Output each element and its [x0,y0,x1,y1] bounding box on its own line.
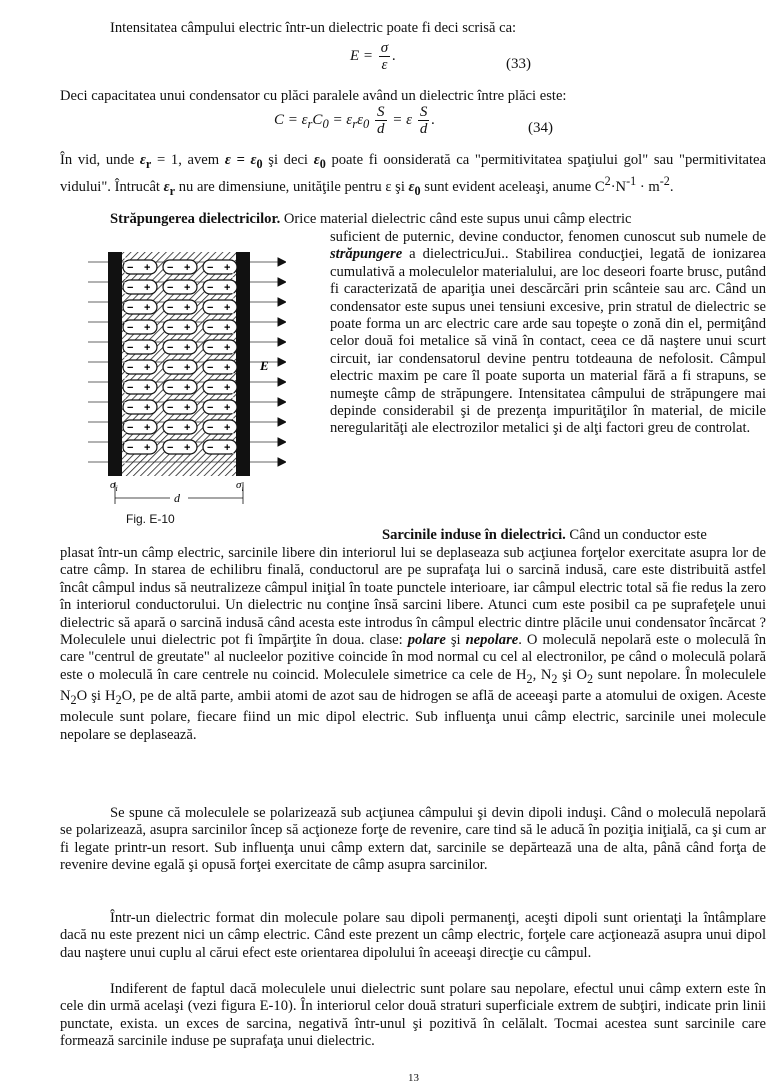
dipole-minus-sign: − [127,342,134,354]
dipole-plus-sign: + [144,362,151,374]
dipole-minus-sign: − [167,262,174,274]
dipole-plus-sign: + [224,282,231,294]
dipole-minus-sign: − [167,342,174,354]
dipole-minus-sign: − [207,382,214,394]
dipole-plus-sign: + [184,322,191,334]
paragraph-induced-charges: plasat într-un câmp electric, sarcinile libere din interiorul lui se deplaseaza sub acţiunea forţelor exercitate asupra lor de catre câmp. In starea de echilibru finală, conductorul are pe suprafaţa lui o sarcină indusă, care este distribuită astfel încât câmpul indus să neutralizeze câmpul iniţial în toate punctele interioare, iar câmpul electric total să fie redus la zero în interiorul conductorului. Un dielectric nu conţine însă sarcini libere. Atunci cum este posibil ca pe suprafeţele unui dielectric să apară o sarcină indusă când acesta este introdus în câmpul electric dintre plăcile unui condensator încărcat ? Moleculele unui dielectric pot fi împărţite în doua. clase: polare şi nepolare. O moleculă nepolară este o moleculă în care "centrul de greutate" al nucleelor pozitive coincide în mod normal cu cel al electronilor, pe când o moleculă polară este o moleculă în care centrele nu coincid. Moleculele simetrice ca cele de $H_2$, $N_2$ şi $O_2$ sunt nepolare. În moleculele $N_2O$ şi $H_2O$, pe de altă parte, ambii atomi de azot sau de hidrogen se află de aceeaşi parte a atomului de oxigen. Aceste molecule sunt polare, fiecare fiind un mic dipol electric. Sub influenţa unui câmp electric, sarcinile unei molecule nepolare se deplasează. [60,545,767,743]
dipole-minus-sign: − [127,422,134,434]
paragraph-capacitance: Deci capacitatea unui condensator cu plăci paralele având un dielectric între plăci este: [60,88,567,104]
dipole-minus-sign: − [207,262,214,274]
dipole-minus-sign: − [167,402,174,414]
sigma-right-label: $\sigma_i$ [236,479,244,493]
dipole-minus-sign: − [127,442,134,454]
dipole-minus-sign: − [167,282,174,294]
dipole-minus-sign: − [167,362,174,374]
dipole-plus-sign: + [224,382,231,394]
section-breakdown-heading-line: Străpungerea dielectricilor. Orice material dielectric când este supus unui câmp electric [110,211,632,227]
dipole-plus-sign: + [224,342,231,354]
dipole-minus-sign: − [207,322,214,334]
dipole-plus-sign: + [184,382,191,394]
dipole-plus-sign: + [144,262,151,274]
paragraph-breakdown: suficient de puternic, devine conductor, fenomen cunoscut sub numele de străpungere a dielectricuJui.. Stabilirea conducţiei, legată de ionizarea cumulativă a moleculelor materialului, are loc deseori foarte brusc, putând fi caracterizată de apariţia unei descărcări prin scânteie sau arc. Când un condensator este supus unei tensiuni excesive, prin stratul de dielectric se poate forma un arc electric care arde sau topeşte o zonă din el, permiţând celor două foi metalice să vină în contact, ceea ce dă naştere unui scurt circuit, iar condensatorul devine pentru totdeauna de nefolosit. Câmpul electric maxim pe care îl poate suporta un material fără a fi strapuns, se numeşte câmp de străpungere. Intensitatea câmpului de străpungere mai depinde considerabil şi de prezenţa impurităţilor în material, de micile neregularităţi ale electrozilor metalici şi de alţi factori greu de controlat. [330,229,766,437]
figure-dielectric-diagram [88,252,286,532]
dipole-minus-sign: − [127,302,134,314]
field-label-e: E [260,358,269,373]
dipole-plus-sign: + [144,442,151,454]
dipole-minus-sign: − [127,282,134,294]
dipole-plus-sign: + [184,362,191,374]
dipole-plus-sign: + [184,342,191,354]
dipole-plus-sign: + [184,422,191,434]
dipole-minus-sign: − [167,442,174,454]
dipole-plus-sign: + [184,262,191,274]
equation-34: $C = \varepsilon_rC_0 = \varepsilon_r\varepsilon_0$ $\frac{S}{d}$ = ε $\frac{S}{d}$ . [274,104,436,137]
dipole-plus-sign: + [224,302,231,314]
paragraph-external-field: Indiferent de faptul dacă moleculele unui dielectric sunt polare sau nepolare, efectul unui câmp extern este în cele din urmă acelaşi (vezi figura E-10). În interiorul celor două straturi superficiale extrem de subţiri, indicate prin linii punctate, exista. un exces de sarcina, negativă într-unul şi pozitivă în celălalt. Tocmai acestea sunt sarcinile care formează sarcinile induse pe suprafaţa unui dielectric. [60,981,766,1050]
dipole-minus-sign: − [207,302,214,314]
dipole-minus-sign: − [167,302,174,314]
section-title-induced: Sarcinile induse în dielectrici. [382,527,566,543]
dipole-plus-sign: + [184,302,191,314]
equation-33-number: (33) [506,56,531,72]
section-induced-heading-line: Sarcinile induse în dielectrici. Când un conductor este [382,527,707,543]
dipole-plus-sign: + [184,442,191,454]
dipole-plus-sign: + [224,442,231,454]
dipole-plus-sign: + [224,422,231,434]
section-title-breakdown: Străpungerea dielectricilor. [110,211,281,227]
dipole-minus-sign: − [127,382,134,394]
dipole-plus-sign: + [144,402,151,414]
dipole-minus-sign: − [127,362,134,374]
distance-label-d: d [174,491,180,505]
dipole-minus-sign: − [127,402,134,414]
dipole-plus-sign: + [224,262,231,274]
dipole-minus-sign: − [127,322,134,334]
figure-caption: Fig. E-10 [126,512,175,526]
equation-33: E = $\frac{\sigma}{\varepsilon}$ . [350,40,396,73]
dipole-minus-sign: − [207,362,214,374]
dipole-plus-sign: + [144,302,151,314]
dipole-plus-sign: + [184,282,191,294]
dipole-minus-sign: − [167,382,174,394]
dipole-plus-sign: + [224,402,231,414]
paragraph-vacuum: În vid, unde $\varepsilon_r = 1$, avem $\varepsilon = \varepsilon_0$ şi deci $\varepsilon_0$ poate fi oonsiderată ca "permitivitatea spaţiului gol" sau "permitivitatea vidului". Întrucât $\varepsilon_r$ nu are dimensiune, unităţile pentru ε şi $\varepsilon_0$ sunt evident aceleaşi, anume $C^2\cdot N^{-1} \cdot m^{-2}$. [60,152,767,199]
dipole-plus-sign: + [144,422,151,434]
equation-34-number: (34) [528,120,553,136]
dipole-minus-sign: − [167,322,174,334]
dipole-plus-sign: + [144,342,151,354]
dipole-minus-sign: − [207,342,214,354]
dipole-plus-sign: + [224,362,231,374]
dipole-plus-sign: + [144,322,151,334]
dipole-minus-sign: − [207,422,214,434]
dipole-plus-sign: + [144,382,151,394]
dipole-minus-sign: − [167,422,174,434]
dipole-plus-sign: + [184,402,191,414]
paragraph-intro: Intensitatea câmpului electric într-un dielectric poate fi deci scrisă ca: [110,20,517,36]
dipole-minus-sign: − [207,282,214,294]
dipole-minus-sign: − [207,442,214,454]
paragraph-polarization: Se spune că moleculele se polarizează sub acţiunea câmpului şi devin dipoli induşi. Când o moleculă nepolară se polarizează, asupra sarcinilor încep să acţioneze forţe de revenire, care tind să le aducă în poziţia iniţială, ca şi cum ar fi legate printr-un resort. Sub influenţa unui câmp extern dat, sarcinile se depărtează una de alta, până când forţa de revenire devine egală şi opusă forţei exercitate de câmp asupra sarcinilor. [60,805,766,874]
dipole-minus-sign: − [127,262,134,274]
dipole-plus-sign: + [224,322,231,334]
page-number: 13 [408,1072,419,1084]
dipole-plus-sign: + [144,282,151,294]
dipole-minus-sign: − [207,402,214,414]
paragraph-permanent-dipoles: Într-un dielectric format din molecule polare sau dipoli permanenţi, aceşti dipoli sunt orientaţi la întâmplare dacă nu este prezent nici un câmp electric. Când este prezent un câmp electric, forţele care acţionează asupra unui dipol dau naştere unui cuplu al cărui efect este orientarea dipolului în aceeaşi direcţie cu câmpul. [60,910,766,961]
sigma-left-label: $\sigma_i$ [110,479,118,493]
